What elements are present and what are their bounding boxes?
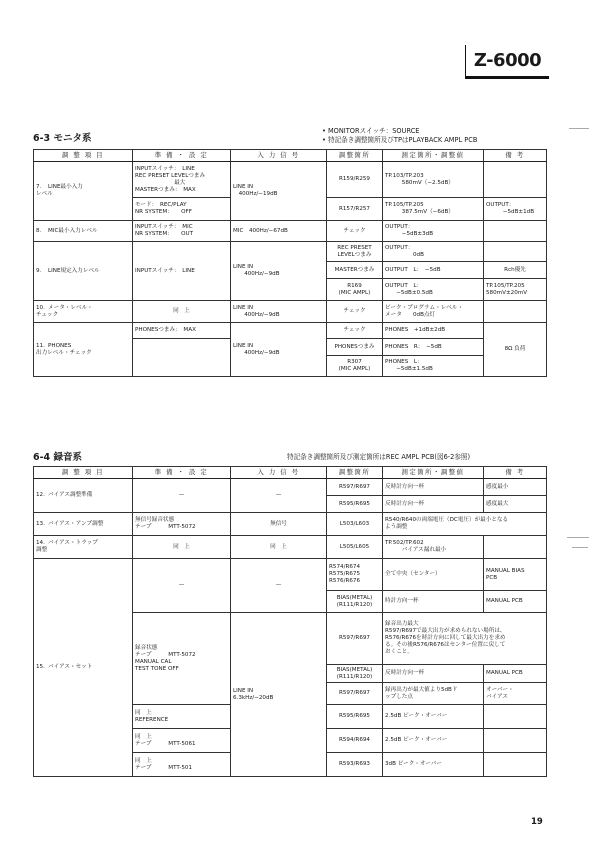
adjust-cell: R157/R257 (327, 198, 383, 221)
remark-cell: MANUAL PCB (484, 591, 547, 613)
prep-cell: 同 上 テープ MTT-5061 (133, 729, 231, 753)
table-row (34, 221, 547, 242)
item-cell: 10. メータ・レベル・ チェック (34, 301, 133, 323)
margin-mark (572, 547, 588, 548)
measure-cell: 2.5dB ピーク・オーバー (383, 729, 484, 753)
input-cell: — (231, 479, 327, 513)
adjust-cell: L503/L603 (327, 513, 383, 536)
table-row (34, 559, 547, 591)
remark-cell (484, 221, 547, 242)
remark-cell: 8Ω 負荷 (484, 323, 547, 377)
remark-cell: TP.105/TP.205 580mV±20mV (484, 279, 547, 301)
adjust-cell: チェック (327, 221, 383, 242)
adjust-cell: R595/R695 (327, 496, 383, 513)
header-item: 調 整 項 目 (34, 150, 133, 162)
prep-cell: PHONESつまみ： MAX (133, 323, 231, 339)
remark-cell (484, 753, 547, 777)
measure-cell: OUTPUT： 0dB (383, 242, 484, 262)
adjust-cell: L505/L605 (327, 536, 383, 559)
header-remarks: 備 考 (484, 150, 547, 162)
header-input: 入 力 信 号 (231, 467, 327, 479)
header-adjust: 調整箇所 (327, 150, 383, 162)
adjust-cell: チェック (327, 301, 383, 323)
adjust-cell: BIAS(METAL) (R111/R120) (327, 591, 383, 613)
adjust-cell: R597/R697 (327, 613, 383, 665)
input-cell: MIC 400Hz/−67dB (231, 221, 327, 242)
input-cell: LINE IN 400Hz/−9dB (231, 301, 327, 323)
remark-cell: Rch優先 (484, 262, 547, 279)
measure-cell: TP.103/TP.203 580mV（−2.5dB） (383, 162, 484, 198)
remark-cell (484, 242, 547, 262)
table-header-row (34, 150, 547, 162)
adjust-cell: チェック (327, 323, 383, 339)
measure-cell: 反時計方向一杯 (383, 496, 484, 513)
item-cell: 15. バイアス・セット (34, 559, 133, 777)
remark-cell (484, 162, 547, 198)
measure-cell: R540/R640の両端電圧（DC電圧）が最小となる よう調整 (383, 513, 547, 536)
measure-cell: TP.105/TP.205 387.5mV（−6dB） (383, 198, 484, 221)
input-cell: 無信号 (231, 513, 327, 536)
prep-cell: INPUTスイッチ： MIC NR SYSTEM： OUT (133, 221, 231, 242)
model-name: Z-6000 (473, 50, 542, 71)
measure-cell: OUTPUT L： −5dB±0.5dB (383, 279, 484, 301)
measure-cell: 全て中央（センター） (383, 559, 484, 591)
adjust-cell: R307 (MIC AMPL) (327, 356, 383, 377)
table-row (34, 513, 547, 536)
table-row (34, 536, 547, 559)
adjust-cell: PHONESつまみ (327, 339, 383, 356)
remark-cell: MANUAL BIAS PCB (484, 559, 547, 591)
adjust-cell: MASTERつまみ (327, 262, 383, 279)
adjust-cell: R594/R694 (327, 729, 383, 753)
header-measure: 測定箇所・調整値 (383, 467, 484, 479)
input-cell: — (231, 559, 327, 613)
item-cell: 8. MIC最小入力レベル (34, 221, 133, 242)
recording-adjustment-table (33, 466, 547, 777)
prep-cell: 録音状態 テープ MTT-5072 MANUAL CAL TEST TONE OFF (133, 613, 231, 705)
remark-cell (484, 729, 547, 753)
adjust-cell: R593/R693 (327, 753, 383, 777)
prep-cell: INPUTスイッチ： LINE REC PRESET LEVELつまみ 最大 MASTERつまみ： MAX (133, 162, 231, 198)
monitor-adjustment-table (33, 149, 547, 377)
table-header-row (34, 467, 547, 479)
adjust-cell: R574/R674 R575/R675 R576/R676 (327, 559, 383, 591)
prep-cell: 同 上 REFERENCE (133, 705, 231, 729)
prep-cell: 同 上 テープ MTT-501 (133, 753, 231, 777)
remark-cell: 感度最小 (484, 479, 547, 496)
header-adjust: 調整箇所 (327, 467, 383, 479)
measure-cell: OUTPUT： −5dB±3dB (383, 221, 484, 242)
table-row (34, 323, 547, 339)
prep-cell: 無信号録音状態 テープ MTT-5072 (133, 513, 231, 536)
adjust-cell: BIAS(METAL) (R111/R120) (327, 665, 383, 683)
measure-cell: 録音出力最大 R597/R697で最大出力が求められない場所は、 R576/R676を時計方向に回して最大出力を求め る。その後R576/R676はセンター位置に戻して おくこと。 (383, 613, 547, 665)
margin-mark (567, 537, 589, 538)
adjust-cell: REC PRESET LEVELつまみ (327, 242, 383, 262)
table-row (34, 479, 547, 496)
measure-cell: ピーク・プログラム・レベル・ メータ 0dB点灯 (383, 301, 484, 323)
prep-cell (133, 339, 231, 377)
item-cell: 11. PHONES 出力レベル・チェック (34, 323, 133, 377)
measure-cell: PHONES +1dB±2dB (383, 323, 484, 339)
input-cell: LINE IN 400Hz/−19dB (231, 162, 327, 221)
header-prep: 準 備 ・ 設 定 (133, 150, 231, 162)
table-row (34, 162, 547, 198)
item-cell: 12. バイアス調整準備 (34, 479, 133, 513)
remark-cell: オーバー・ バイアス (484, 683, 547, 705)
prep-cell: — (133, 559, 231, 613)
measure-cell: 反時計方向一杯 (383, 665, 484, 683)
section-note: • MONITORスイッチ：SOURCE (322, 127, 420, 135)
prep-cell: — (133, 479, 231, 513)
adjust-cell: R159/R259 (327, 162, 383, 198)
measure-cell: PHONES R： −5dB (383, 339, 484, 356)
section-note: • 特記条き調整箇所及びTPはPLAYBACK AMPL PCB (322, 136, 478, 144)
remark-cell (484, 536, 547, 559)
measure-cell: OUTPUT L： −5dB (383, 262, 484, 279)
adjust-cell: R169 (MIC AMPL) (327, 279, 383, 301)
item-cell: 13. バイアス・アンプ調整 (34, 513, 133, 536)
input-cell: LINE IN 6.3kHz/−20dB (231, 613, 327, 777)
adjust-cell: R597/R697 (327, 683, 383, 705)
input-cell: 同 上 (231, 536, 327, 559)
section-title-6-4: 6-4 録音系 (33, 452, 82, 463)
page-number: 19 (531, 817, 543, 827)
measure-cell: 時計方向一杯 (383, 591, 484, 613)
prep-cell: モード： REC/PLAY NR SYSTEM： OFF (133, 198, 231, 221)
remark-cell (484, 705, 547, 729)
table-row (34, 242, 547, 262)
measure-cell: PHONES L： −5dB±1.5dB (383, 356, 484, 377)
adjust-cell: R597/R697 (327, 479, 383, 496)
item-cell: 9. LINE規定入力レベル (34, 242, 133, 301)
header-remarks: 備 考 (484, 467, 547, 479)
measure-cell: 2.5dB ピーク・オーバー (383, 705, 484, 729)
section-title-6-3: 6-3 モニタ系 (33, 133, 92, 144)
prep-cell: 同 上 (133, 536, 231, 559)
remark-cell: 感度最大 (484, 496, 547, 513)
input-cell: LINE IN 400Hz/−9dB (231, 242, 327, 301)
margin-mark (569, 128, 589, 129)
section-note: 特記条き調整箇所及び測定箇所はREC AMPL PCB(図6-2参照) (287, 453, 471, 461)
measure-cell: 反時計方向一杯 (383, 479, 484, 496)
prep-cell: 同 上 (133, 301, 231, 323)
remark-cell (484, 301, 547, 323)
table-row (34, 301, 547, 323)
header-item: 調 整 項 目 (34, 467, 133, 479)
item-cell: 14. バイアス・トラップ 調整 (34, 536, 133, 559)
measure-cell: 録再出力が最大値より5dBド ップした点 (383, 683, 484, 705)
prep-cell: INPUTスイッチ： LINE (133, 242, 231, 301)
remark-cell: MANUAL PCB (484, 665, 547, 683)
item-cell: 7. LINE最小入力 レベル (34, 162, 133, 221)
remark-cell: OUTPUT： −5dB±1dB (484, 198, 547, 221)
measure-cell: 3dB ピーク・オーバー (383, 753, 484, 777)
adjust-cell: R595/R695 (327, 705, 383, 729)
measure-cell: TP.502/TP.602 バイアス漏れ最小 (383, 536, 484, 559)
header-measure: 測定箇所・調整値 (383, 150, 484, 162)
header-input: 入 力 信 号 (231, 150, 327, 162)
input-cell: LINE IN 400Hz/−9dB (231, 323, 327, 377)
header-prep: 準 備 ・ 設 定 (133, 467, 231, 479)
model-label (465, 45, 549, 79)
